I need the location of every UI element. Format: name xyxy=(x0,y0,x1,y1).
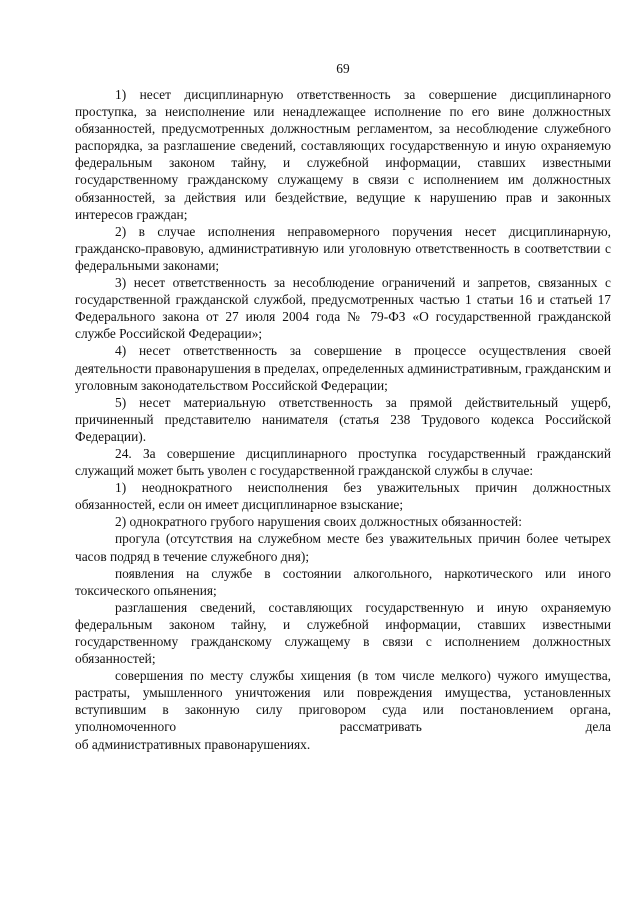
paragraph-clause-24: 24. За совершение дисциплинарного проступка государственный гражданский служащий может быть уволен с государственной гражданской службы в случае: xyxy=(75,445,611,479)
paragraph-responsibility-2: 2) в случае исполнения неправомерного поручения несет дисциплинарную, гражданско-правовую, административную или уголовную ответственность в соответствии с федеральными законами; xyxy=(75,223,611,273)
paragraph-responsibility-4: 4) несет ответственность за совершение в процессе осуществления своей деятельности правонарушения в пределах, определенных административным, гражданским и уголовным законодательством Российской Федерации; xyxy=(75,343,611,393)
paragraph-theft: совершения по месту службы хищения (в том числе мелкого) чужого имущества, растраты, умышленного уничтожения или повреждения имущества, установленных вступившим в законную силу приговором суда или постановлением органа, уполномоченного рассматривать дела xyxy=(75,668,611,735)
paragraph-intoxication: появления на службе в состоянии алкогольного, наркотического или иного токсического опьянения; xyxy=(75,565,611,598)
paragraph-responsibility-5: 5) несет материальную ответственность за прямой действительный ущерб, причиненный представителю нанимателя (статья 238 Трудового кодекса Российской Федерации). xyxy=(75,394,611,444)
paragraph-responsibility-3: 3) несет ответственность за несоблюдение ограничений и запретов, связанных с государственной гражданской службой, предусмотренных частью 1 статьи 16 и статьей 17 Федерального закона от 27 июля 2004 года № 79-ФЗ «О государственной гражданской службе Российской Федерации»; xyxy=(75,275,611,342)
document-page xyxy=(75,60,611,753)
page-number: 69 xyxy=(336,61,350,76)
paragraph-dismissal-2: 2) однократного грубого нарушения своих должностных обязанностей: xyxy=(115,514,522,530)
paragraph-disclosure: разглашения сведений, составляющих государственную и иную охраняемую федеральным законом тайну, и служебной информации, ставших известными государственному гражданскому служащему в связи с исполнением должностных обязанностей; xyxy=(75,599,611,667)
paragraph-theft-continuation: об административных правонарушениях. xyxy=(75,736,311,752)
paragraph-dismissal-1: 1) неоднократного неисполнения без уважительных причин должностных обязанностей, если он имеет дисциплинарное взыскание; xyxy=(75,480,611,513)
paragraph-responsibility-1: 1) несет дисциплинарную ответственность за совершение дисциплинарного проступка, за неисполнение или ненадлежащее исполнение по его вине должностных обязанностей, предусмотренных должностным регламентом, за несоблюдение служебного распорядка, за разглашение сведений, составляющих государственную и иную охраняемую федеральным законом тайну, и служебной информации, ставших известными государственному гражданскому служащему в связи с исполнением им должностных обязанностей, за действия или бездействие, ведущие к нарушению прав и законных интересов граждан; xyxy=(75,87,611,222)
paragraph-absenteeism: прогула (отсутствия на служебном месте без уважительных причин более четырех часов подряд в течение служебного дня); xyxy=(75,531,611,564)
